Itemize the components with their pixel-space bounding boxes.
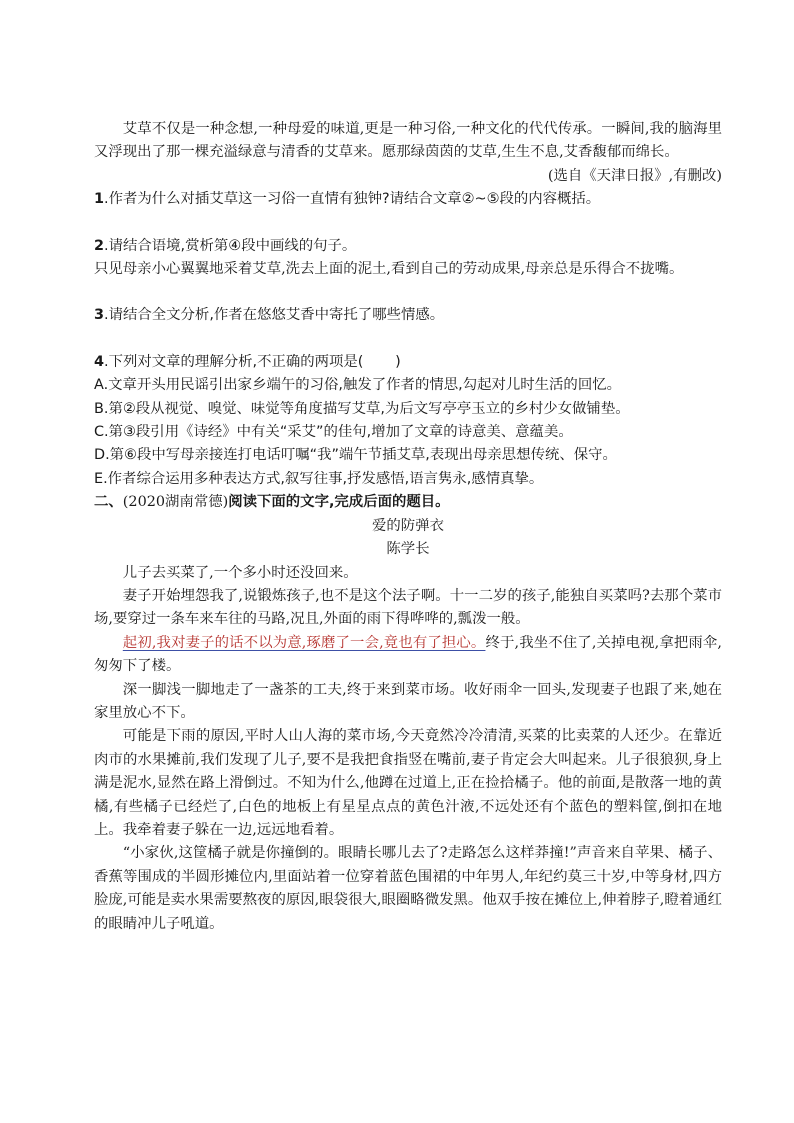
story-paragraph-1: 儿子去买菜了,一个多小时还没回来。 [122, 564, 358, 581]
question-number: 2 [94, 237, 105, 254]
question-4 [94, 351, 722, 374]
passage-source: (选自《天津日报》,有删改) [547, 167, 722, 184]
question-2-quote: 只见母亲小心翼翼地采着艾草,洗去上面的泥土,看到自己的劳动成果,母亲总是乐得合不拢嘴。 [94, 261, 684, 278]
question-1 [94, 188, 722, 211]
story-paragraph-2: 妻子开始埋怨我了,说锻炼孩子,也不是这个法子啊。十一二岁的孩子,能独自买菜吗?去那个菜市场,要穿过一条车来车往的马路,况且,外面的雨下得哗哗的,瓢泼一般。 [94, 587, 722, 628]
question-3 [94, 304, 722, 327]
story-paragraph-3 [94, 632, 722, 679]
story-author: 陈学长 [386, 541, 430, 558]
question-number: 3 [94, 307, 105, 324]
question-number: 4 [94, 353, 105, 370]
section-source: (2020湖南常德) [122, 494, 229, 511]
section-label: 二、 [94, 494, 123, 511]
story-paragraph-5: 可能是下雨的原因,平时人山人海的菜市场,今天竟然冷冷清清,买菜的比卖菜的人还少。在靠近肉市的水果摊前,我们发现了儿子,要不是我把食指竖在嘴前,妻子肯定会大叫起来。儿子很狼狈,身上满是泥水,显然在路上滑倒过。不知为什么,他蹲在过道上,正在捡拾橘子。他的前面,是散落一地的黄橘,有些橘子已经烂了,白色的地板上有星星点点的黄色汁液,不远处还有个蓝色的塑料筐,倒扣在地上。我牵着妻子躲在一边,远远地看着。 [94, 728, 722, 838]
question-2 [94, 235, 722, 258]
story-title: 爱的防弹衣 [372, 517, 444, 534]
question-text: .作者为什么对插艾草这一习俗一直情有独钟?请结合文章②~⑤段的内容概括。 [104, 191, 601, 208]
paragraph-rest: 终于,我坐不住了,关掉电视,拿把雨伞,匆匆下了楼。 [94, 634, 722, 675]
question-number: 1 [94, 191, 105, 208]
option-e: E.作者综合运用多种表达方式,叙写往事,抒发感悟,语言隽永,感情真挚。 [94, 470, 544, 487]
question-text: .请结合语境,赏析第④段中画线的句子。 [104, 237, 357, 254]
option-b: B.第②段从视觉、嗅觉、味觉等角度描写艾草,为后文写亭亭玉立的乡村少女做铺垫。 [94, 400, 630, 417]
option-d: D.第⑥段中写母亲接连打电话叮嘱“我”端午节插艾草,表现出母亲思想传统、保守。 [94, 447, 617, 464]
question-text: .下列对文章的理解分析,不正确的两项是( [104, 353, 364, 370]
section-instruction: 阅读下面的文字,完成后面的题目。 [228, 494, 450, 511]
underlined-sentence: 起初,我对妻子的话不以为意,琢磨了一会,竟也有了担心。 [122, 634, 486, 651]
story-paragraph-4: 深一脚浅一脚地走了一盏茶的工夫,终于来到菜市场。收好雨伞一回头,发现妻子也跟了来,她在家里放心不下。 [94, 681, 722, 721]
option-a: A.文章开头用民谣引出家乡端午的习俗,触发了作者的情思,勾起对儿时生活的回忆。 [94, 377, 621, 394]
question-text: .请结合全文分析,作者在悠悠艾香中寄托了哪些情感。 [104, 307, 445, 324]
section-2-heading [94, 491, 722, 514]
document-page [94, 118, 722, 936]
story-paragraph-6: “小家伙,这筐橘子就是你撞倒的。眼睛长哪儿去了?走路怎么这样莽撞!”声音来自苹果、橘子、香蕉等围成的半圆形摊位内,里面站着一位穿着蓝色围裙的中年男人,年纪约莫三十岁,中等身材,四方脸庞,可能是卖水果需要熬夜的原因,眼袋很大,眼圈略微发黑。他双手按在摊位上,伸着脖子,瞪着通红的眼睛冲儿子吼道。 [94, 845, 722, 932]
passage-closing-paragraph: 艾草不仅是一种念想,一种母爱的味道,更是一种习俗,一种文化的代代传承。一瞬间,我的脑海里又浮现出了那一棵充溢绿意与清香的艾草来。愿那绿茵茵的艾草,生生不息,艾香馥郁而绵长。 [94, 121, 722, 161]
question-close-paren: ) [395, 353, 401, 370]
option-c: C.第③段引用《诗经》中有关“采艾”的佳句,增加了文章的诗意美、意蕴美。 [94, 424, 573, 441]
